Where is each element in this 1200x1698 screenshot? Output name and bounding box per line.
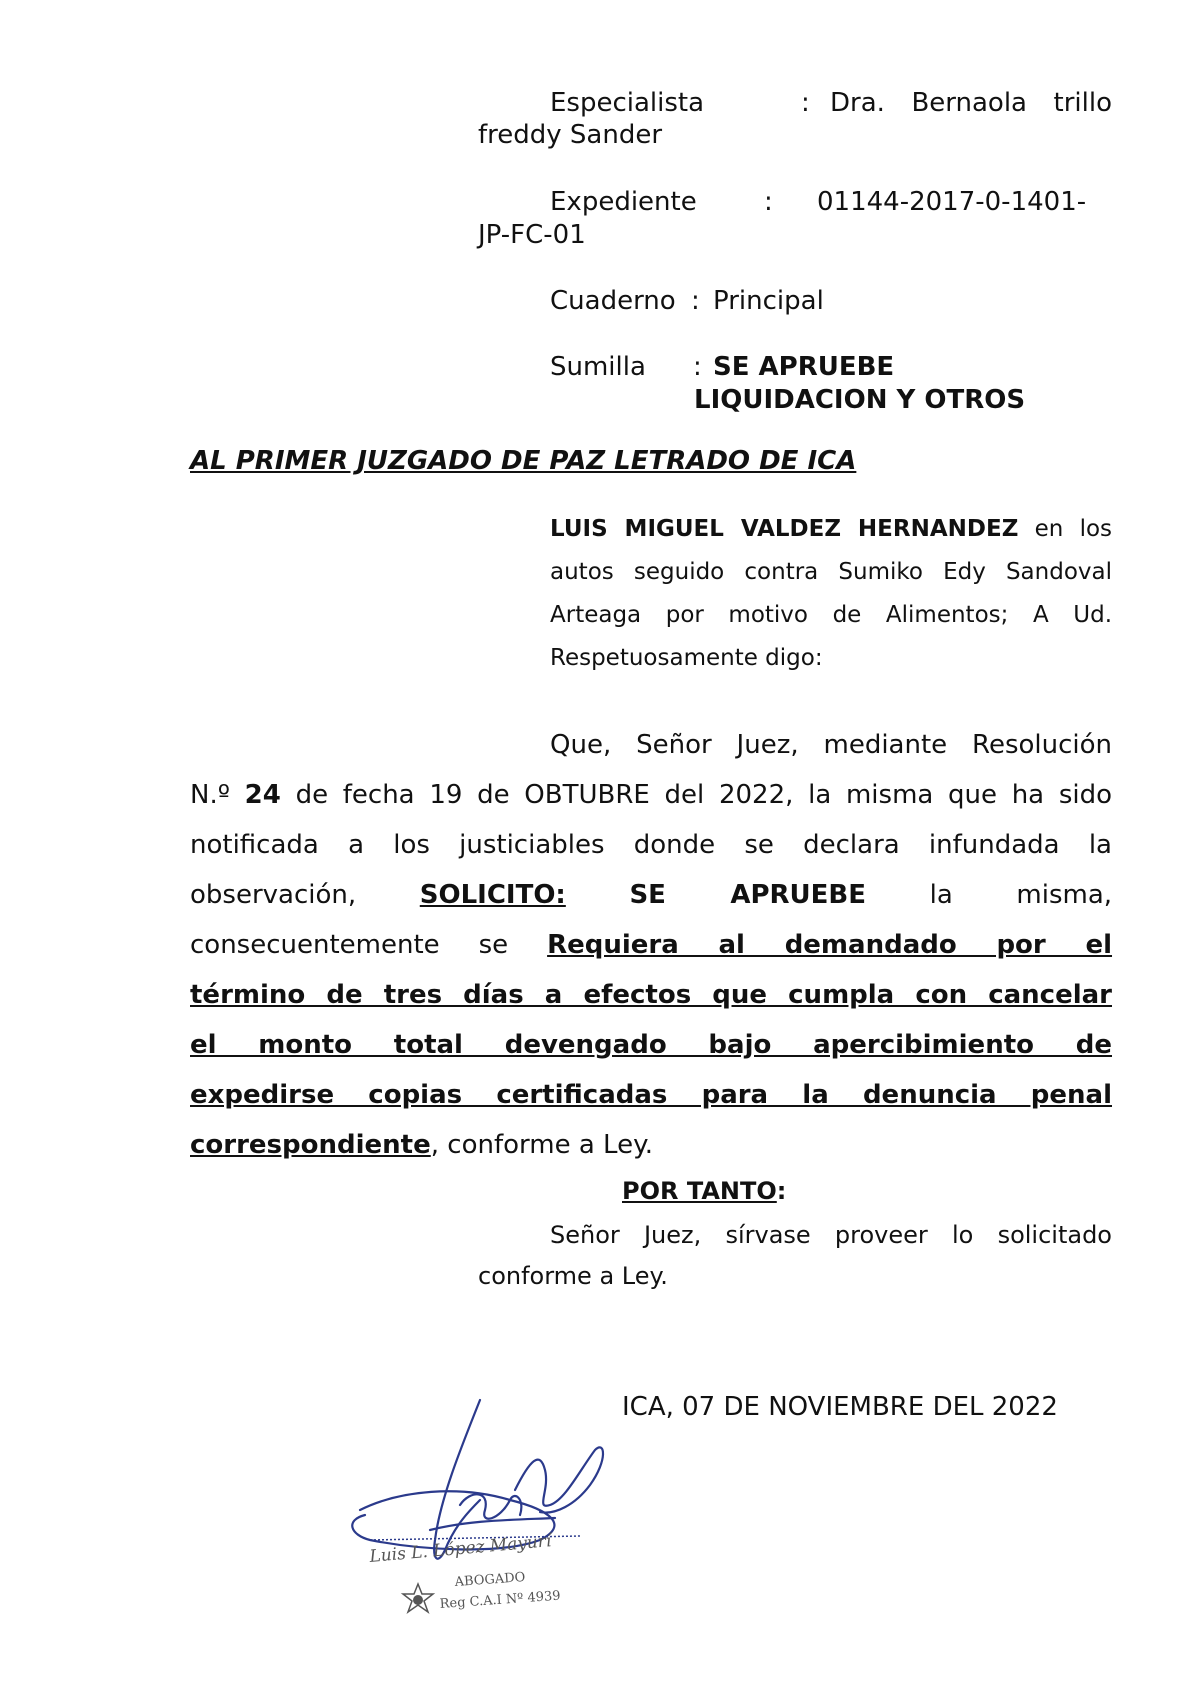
sumilla-value-cont: LIQUIDACION Y OTROS — [694, 385, 1026, 415]
sumilla-label: Sumilla — [550, 352, 646, 382]
sumilla-value: SE APRUEBE — [713, 352, 895, 382]
se-apruebe-text: SE APRUEBE — [629, 880, 866, 910]
body-text: de fecha 19 de OBTUBRE del 2022, la misma que ha sido — [295, 780, 1112, 810]
especialista-value-cont: freddy Sander — [478, 120, 663, 150]
body-line: Que, Señor Juez, mediante Resolución — [550, 730, 1112, 760]
intro-line — [550, 508, 1112, 551]
cuaderno-label: Cuaderno — [550, 286, 676, 316]
body-text: la misma, — [929, 880, 1113, 910]
signature-stamp — [340, 1390, 640, 1630]
body-paragraph — [190, 720, 1112, 1170]
body-line — [190, 870, 1112, 920]
especialista-separator: : — [801, 88, 810, 118]
stamp-name: Luis L. López Mayurí — [368, 1531, 553, 1567]
date-line: ICA, 07 DE NOVIEMBRE DEL 2022 — [622, 1392, 1058, 1422]
expediente-value-cont: JP-FC-01 — [478, 220, 586, 250]
por-tanto-colon: : — [776, 1177, 787, 1205]
body-text: observación, — [190, 880, 357, 910]
especialista-label: Especialista — [550, 88, 705, 118]
cuaderno-separator: : — [691, 286, 700, 316]
closing-line: conforme a Ley. — [478, 1262, 668, 1290]
intro-paragraph — [550, 508, 1112, 680]
body-text: consecuentemente se — [190, 930, 509, 960]
cuaderno-value: Principal — [713, 286, 824, 316]
intro-line: autos seguido contra Sumiko Edy Sandoval — [550, 559, 1112, 585]
stamp-seal-icon — [403, 1584, 433, 1612]
solicito-label: SOLICITO: — [419, 880, 566, 910]
stamp-title: ABOGADO — [454, 1570, 526, 1590]
expediente-value: 01144-2017-0-1401- — [817, 187, 1087, 217]
intro-line: Respetuosamente digo: — [550, 645, 823, 671]
body-line — [190, 770, 1112, 820]
por-tanto-label: POR TANTO — [622, 1177, 777, 1205]
closing-line: Señor Juez, sírvase proveer lo solicitado — [550, 1221, 1112, 1249]
body-text: , conforme a Ley. — [430, 1130, 654, 1160]
body-line: notificada a los justiciables donde se declara infundada la — [190, 830, 1112, 860]
por-tanto-heading — [622, 1177, 786, 1205]
expediente-separator: : — [764, 187, 773, 217]
court-heading: AL PRIMER JUZGADO DE PAZ LETRADO DE ICA — [190, 446, 857, 476]
body-line: el monto total devengado bajo apercibimiento de — [190, 1030, 1112, 1060]
signature-scribble — [352, 1400, 603, 1559]
petitioner-name: LUIS MIGUEL VALDEZ HERNANDEZ — [550, 516, 1019, 542]
body-line — [190, 920, 1112, 970]
intro-text: en los — [1034, 516, 1113, 542]
stamp-reg: Reg C.A.I Nº 4939 — [439, 1588, 562, 1612]
expediente-label: Expediente — [550, 187, 697, 217]
especialista-value: Dra. Bernaola trillo — [830, 88, 1112, 118]
request-text: Requiera al demandado por el — [547, 930, 1113, 960]
sumilla-separator: : — [693, 352, 702, 382]
body-line — [190, 1120, 1112, 1170]
body-line: expedirse copias certificadas para la denuncia penal — [190, 1080, 1112, 1110]
body-line: término de tres días a efectos que cumpla con cancelar — [190, 980, 1112, 1010]
resolution-number: 24 — [244, 780, 281, 810]
intro-line: Arteaga por motivo de Alimentos; A Ud. — [550, 602, 1112, 628]
request-text: correspondiente — [190, 1130, 431, 1160]
body-text: N.º — [190, 780, 230, 810]
